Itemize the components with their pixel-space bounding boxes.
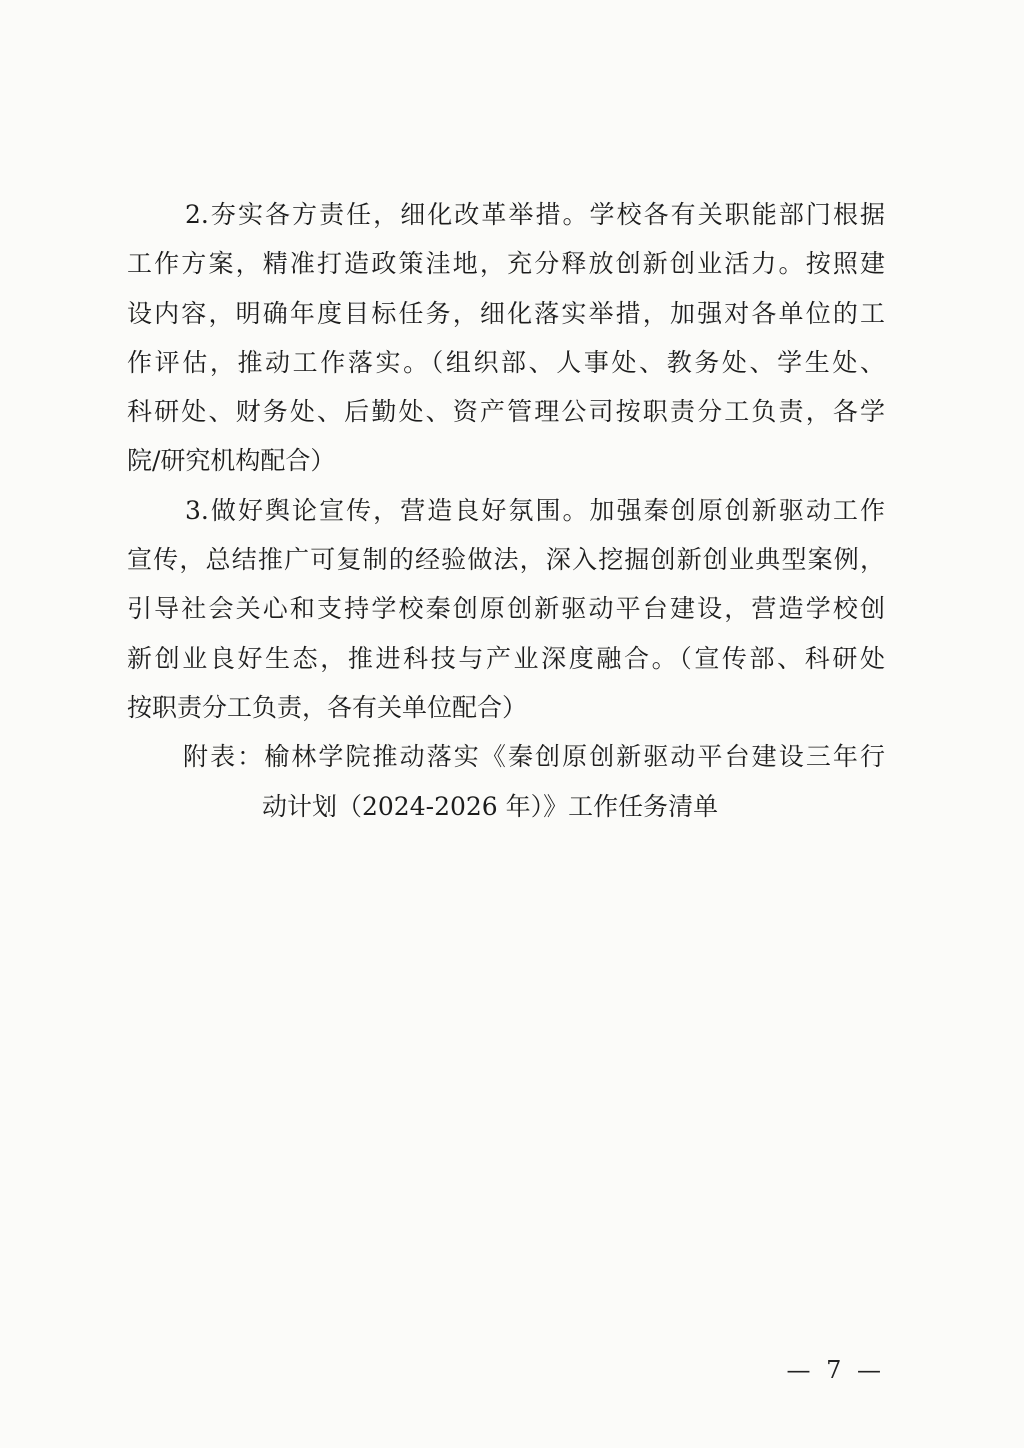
- paragraph-publicity: [127, 486, 885, 732]
- text-line: 宣传，总结推广可复制的经验做法，深入挖掘创新创业典型案例，: [127, 545, 885, 575]
- text-line: 引导社会关心和支持学校秦创原创新驱动平台建设，营造学校创: [127, 594, 885, 624]
- paragraph-responsibilities: [127, 190, 885, 486]
- text-line: 3.做好舆论宣传，营造良好氛围。加强秦创原创新驱动工作: [185, 495, 885, 525]
- page-number: — 7 —: [786, 1356, 885, 1384]
- attachment-note: [127, 732, 885, 831]
- text-line: 院/研究机构配合）: [127, 446, 336, 476]
- text-line: 动计划（2024-2026 年）》工作任务清单: [262, 791, 719, 821]
- text-line: 按职责分工负责，各有关单位配合）: [127, 692, 528, 722]
- text-line: 工作方案，精准打造政策洼地，充分释放创新创业活力。按照建: [127, 249, 885, 279]
- text-line: 附表：榆林学院推动落实《秦创原创新驱动平台建设三年行: [183, 742, 885, 772]
- text-line: 科研处、财务处、后勤处、资产管理公司按职责分工负责，各学: [127, 397, 885, 427]
- text-line: 设内容，明确年度目标任务，细化落实举措，加强对各单位的工: [127, 298, 885, 328]
- text-line: 作评估，推动工作落实。（组织部、人事处、教务处、学生处、: [127, 347, 885, 377]
- body-text: [127, 190, 885, 831]
- text-line: 2.夯实各方责任，细化改革举措。学校各有关职能部门根据: [185, 200, 885, 229]
- text-line: 新创业良好生态，推进科技与产业深度融合。（宣传部、科研处: [127, 643, 885, 673]
